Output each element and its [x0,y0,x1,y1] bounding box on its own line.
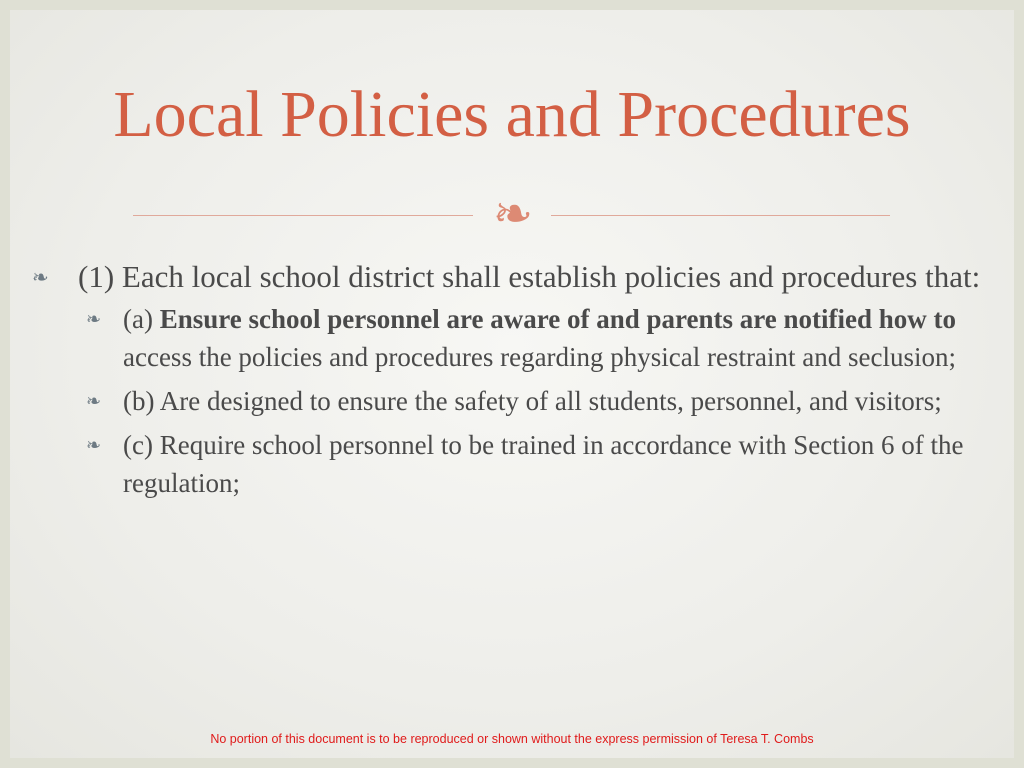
fleuron-bullet-icon: ❧ [32,267,49,289]
bullet-text: (1) Each local school district shall establish policies and procedures that: [78,259,981,294]
curly-fleuron-icon: ❧ [492,188,534,241]
bullet-prefix: (a) [123,304,160,334]
bullet-text: access the policies and procedures regarding physical restraint and seclusion; [123,342,956,372]
bullet-level-2-a [30,300,1005,376]
bullet-level-1 [30,258,1005,296]
slide-title: Local Policies and Procedures [113,78,911,151]
title-divider-left [133,215,473,216]
slide-body [30,258,1005,508]
title-divider-right [551,215,890,216]
bullet-text: (c) Require school personnel to be trained in accordance with Section 6 of the regulation; [123,430,964,498]
bullet-level-2-c [30,426,1005,502]
copyright-footer: No portion of this document is to be reproduced or shown without the express permission of Teresa T. Combs [210,732,814,746]
fleuron-bullet-icon: ❧ [86,435,102,455]
fleuron-bullet-icon: ❧ [86,309,102,329]
fleuron-bullet-icon: ❧ [86,391,102,411]
bullet-level-2-b [30,382,1005,420]
bullet-bold-text: Ensure school personnel are aware of and parents are notified how to [159,304,956,334]
bullet-text: (b) Are designed to ensure the safety of all students, personnel, and visitors; [123,386,942,416]
